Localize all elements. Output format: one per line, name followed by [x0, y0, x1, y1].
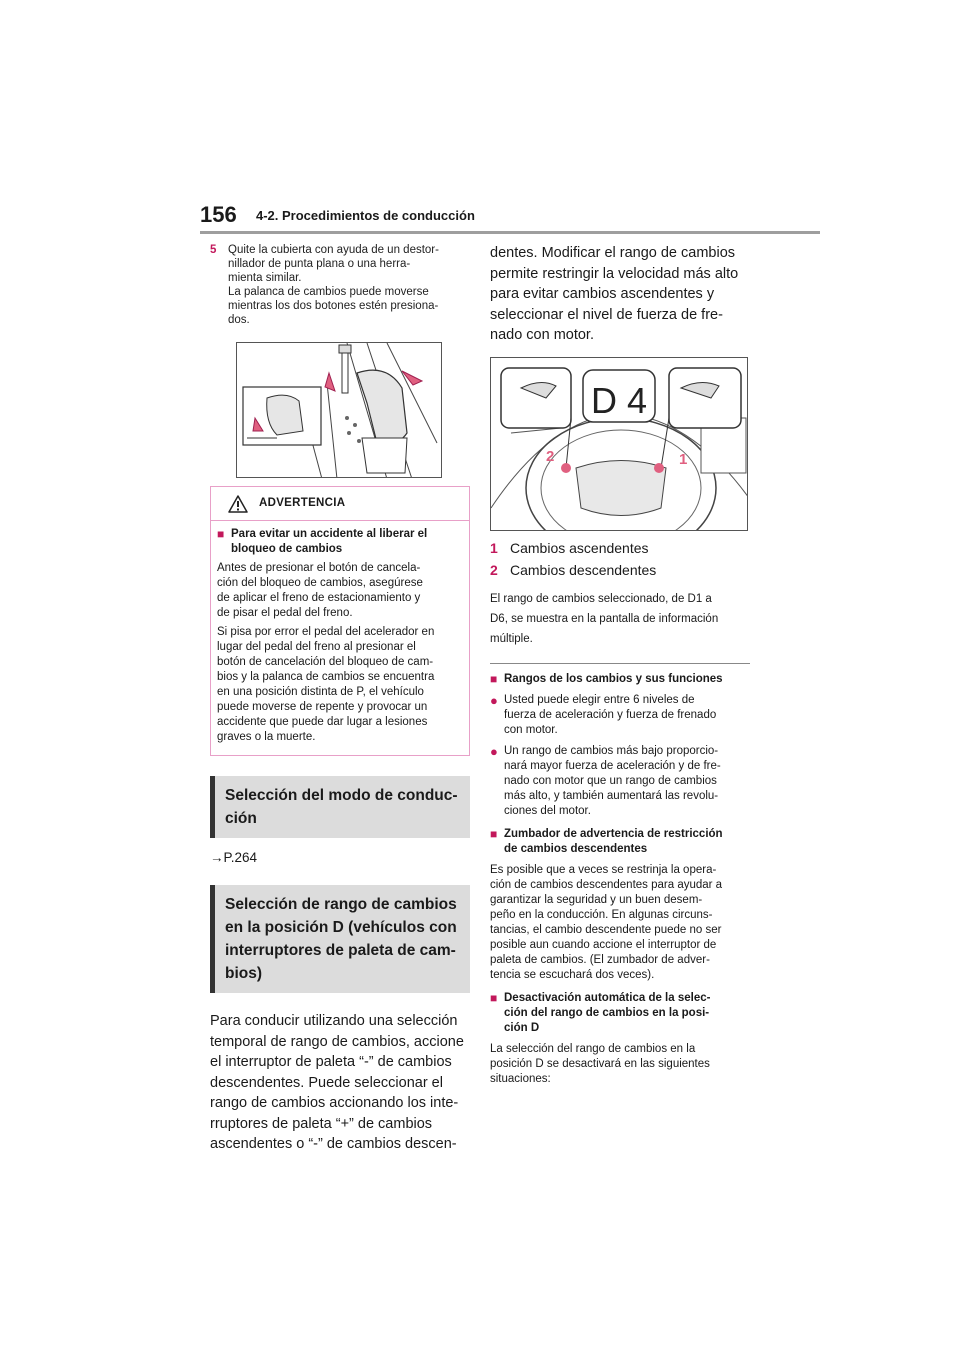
steering-wheel-drawing	[491, 358, 748, 531]
bullet-text: Usted puede elegir entre 6 niveles de fuerza de aceleración y fuerza de frenado con motor.	[504, 693, 717, 736]
page-header	[200, 200, 820, 240]
paragraph-buzzer: Es posible que a veces se restrinja la opera- ción de cambios descendentes para ayudar a garantizar la seguridad y un buen desem- peño en la conducción. En algunas circuns- tancias, el cambio descendente puede no ser posible aun cuando accione el interruptor de paleta de cambios. (El zumbador de adver- tencia se escuchará dos veces).	[490, 863, 723, 981]
warning-subheading-text: Para evitar un accidente al liberar el bloqueo de cambios	[231, 528, 428, 555]
gear-display-text: D 4	[590, 379, 648, 421]
legend-text: Cambios descendentes	[510, 561, 657, 578]
figure-note: El rango de cambios seleccionado, de D1 a D6, se muestra en la pantalla de información múltiple.	[490, 592, 719, 645]
subheading-text: Zumbador de advertencia de restricción de cambios descendentes	[504, 827, 723, 855]
figure-label-2: 2	[546, 447, 555, 465]
body-paragraph: Para conducir utilizando una selección temporal de rango de cambios, accione el interruptor de paleta “-” de cambios descendentes. Puede seleccionar el rango de cambios accionando los inte- rruptores de paleta “+” de cambios ascendentes o “-” de cambios descen-	[210, 1013, 464, 1152]
square-bullet-icon: ■	[490, 826, 498, 841]
step-5	[210, 243, 470, 327]
circle-bullet-icon: ●	[490, 743, 498, 759]
paddle-shift-illustration	[490, 357, 748, 531]
square-bullet-icon: ■	[490, 990, 498, 1005]
figure-label-1: 1	[679, 450, 688, 468]
heading-drive-mode: Selección del modo de conduc- ción	[210, 776, 470, 838]
warning-body	[211, 521, 469, 745]
warning-title: ADVERTENCIA	[259, 497, 346, 509]
legend-number: 1	[490, 539, 498, 556]
circle-bullet-icon: ●	[490, 692, 498, 708]
square-bullet-icon: ■	[217, 527, 225, 541]
warning-triangle-icon	[228, 495, 248, 513]
shift-lever-illustration	[236, 342, 442, 478]
legend-number: 2	[490, 561, 498, 578]
legend-text: Cambios ascendentes	[510, 539, 649, 556]
body-paragraph-continued: dentes. Modificar el rango de cambios permite restringir la velocidad más alto para evitar cambios ascendentes y seleccionar el nivel de fuerza de fre- nado con motor.	[490, 245, 739, 343]
warning-subheading	[217, 527, 463, 557]
legend-item	[490, 559, 750, 581]
right-column	[490, 243, 750, 1087]
subheading-ranges	[490, 672, 750, 687]
warning-header	[211, 487, 469, 521]
left-column	[210, 243, 470, 1155]
section-divider	[490, 663, 750, 664]
shift-lever-drawing	[237, 343, 442, 478]
warning-box	[210, 486, 470, 756]
paragraph-deactivation: La selección del rango de cambios en la posición D se desactivará en las siguientes situaciones:	[490, 1042, 710, 1085]
section-title: 4-2. Procedimientos de conducción	[256, 208, 475, 223]
figure-legend	[490, 537, 750, 581]
subheading-deactivation	[490, 991, 750, 1036]
bullet-text: Un rango de cambios más bajo proporcio- nará mayor fuerza de aceleración y de fre- nado con motor que un rango de cambios más alto, y también aumentará las revolu- ciones del motor.	[504, 744, 721, 817]
subheading-text: Rangos de los cambios y sus funciones	[504, 672, 723, 685]
step-text: Quite la cubierta con ayuda de un destor- nillador de punta plana o una herra- mienta similar. La palanca de cambios puede moverse mientras los dos botones estén presiona- dos.	[228, 244, 439, 326]
heading-gear-range: Selección de rango de cambios en la posición D (vehículos con interruptores de paleta de cam- bios)	[210, 885, 470, 993]
page-number: 156	[200, 202, 237, 227]
subheading-text: Desactivación automática de la selec- ción del rango de cambios en la posi- ción D	[504, 991, 711, 1034]
bullet-item	[490, 693, 750, 738]
step-number: 5	[210, 244, 217, 256]
subheading-buzzer	[490, 827, 750, 857]
warning-paragraph-2: Si pisa por error el pedal del acelerador en lugar del pedal del freno al presionar el botón de cancelación del bloqueo de cam- bios y la palanca de cambios se encuentra en una posición distinta de P, el vehículo puede moverse de repente y provocar un accidente que puede dar lugar a lesiones graves o la muerte.	[217, 626, 435, 743]
bullet-item	[490, 744, 750, 819]
legend-item	[490, 537, 750, 559]
square-bullet-icon: ■	[490, 671, 498, 686]
header-divider	[200, 231, 820, 234]
page-reference: →P.264	[210, 850, 258, 865]
warning-paragraph-1: Antes de presionar el botón de cancela- ción del bloqueo de cambios, asegúrese de aplicar el freno de estacionamiento y de pisar el pedal del freno.	[217, 562, 423, 619]
